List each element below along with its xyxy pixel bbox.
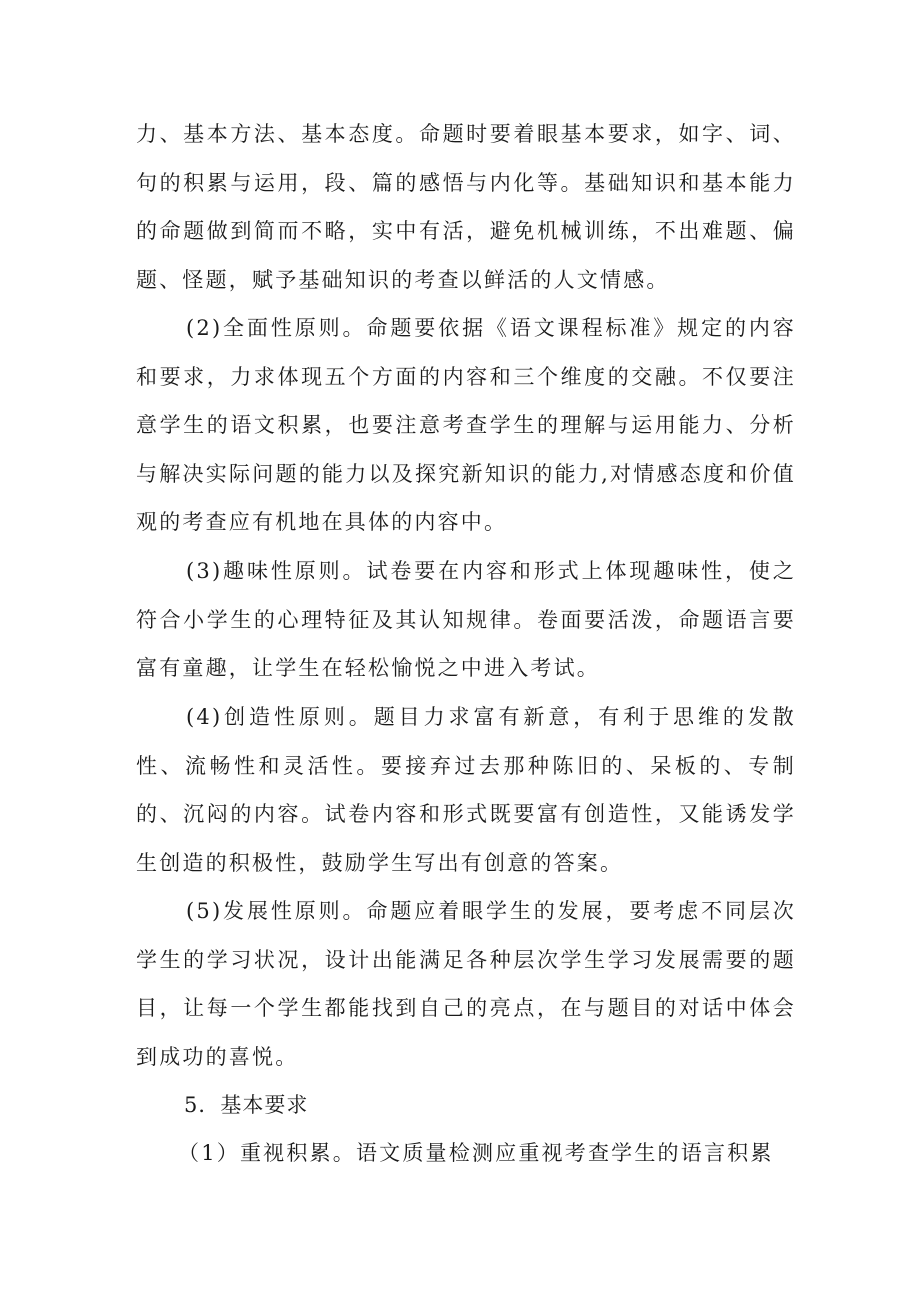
paragraph-comprehensive-principle: (2)全面性原则。命题要依据《语文课程标准》规定的内容和要求，力求体现五个方面的内容和三个维度的交融。不仅要注意学生的语文积累，也要注意考查学生的理解与运用能力、分析与解决实际问题的能力以及探究新知识的能力,对情感态度和价值观的考查应有机地在具体的内容中。 xyxy=(136,316,796,535)
paragraph-creativity-principle: (4)创造性原则。题目力求富有新意，有利于思维的发散性、流畅性和灵活性。要接弃过去那种陈旧的、呆板的、专制的、沉闷的内容。试卷内容和形式既要富有创造性，又能诱发学生创造的积极性，鼓励学生写出有创意的答案。 xyxy=(136,705,796,875)
paragraph-basic-principle-continued: 力、基本方法、基本态度。命题时要着眼基本要求，如字、词、句的积累与运用，段、篇的感悟与内化等。基础知识和基本能力的命题做到简而不略，实中有活，避免机械训练，不出难题、偏题、怪题，赋予基础知识的考查以鲜活的人文情感。 xyxy=(136,122,796,292)
paragraph-requirement-accumulation: （1）重视积累。语文质量检测应重视考查学生的语言积累 xyxy=(178,1141,774,1165)
section-heading-basic-requirements: 5．基本要求 xyxy=(184,1093,309,1117)
paragraph-development-principle: (5)发展性原则。命题应着眼学生的发展，要考虑不同层次学生的学习状况，设计出能满足各种层次学生学习发展需要的题目，让每一个学生都能找到自己的亮点，在与题目的对话中体会到成功的喜悦。 xyxy=(136,899,796,1069)
paragraph-interest-principle: (3)趣味性原则。试卷要在内容和形式上体现趣味性，使之符合小学生的心理特征及其认知规律。卷面要活泼，命题语言要富有童趣，让学生在轻松愉悦之中进入考试。 xyxy=(136,559,796,681)
document-body xyxy=(136,110,796,1178)
